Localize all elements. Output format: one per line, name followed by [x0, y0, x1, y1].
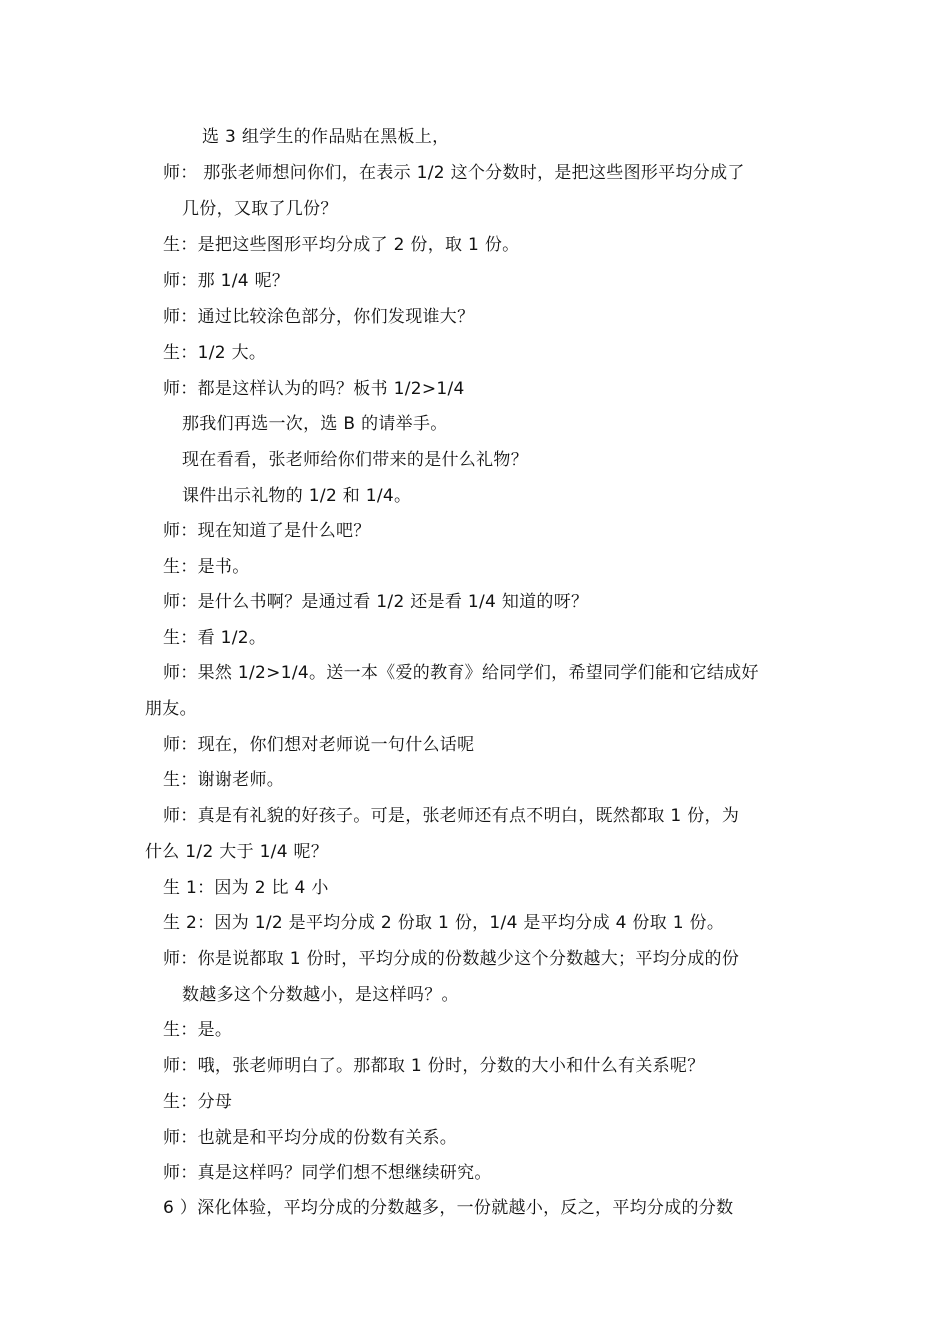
text-line: 师： 那张老师想问你们，在表示 1/2 这个分数时，是把这些图形平均分成了	[163, 163, 745, 183]
text-line: 生：看 1/2。	[163, 628, 267, 648]
text-line: 师：你是说都取 1 份时，平均分成的份数越少这个分数越大；平均分成的份	[163, 949, 740, 969]
text-line: 生：1/2 大。	[163, 343, 267, 363]
text-line: 师：真是这样吗？同学们想不想继续研究。	[163, 1163, 492, 1183]
text-line: 数越多这个分数越小，是这样吗？。	[182, 985, 459, 1005]
text-line: 师：哦，张老师明白了。那都取 1 份时，分数的大小和什么有关系呢？	[163, 1056, 705, 1076]
text-line: 生：是书。	[163, 557, 250, 577]
text-line: 生：谢谢老师。	[163, 770, 285, 790]
text-line: 师：果然 1/2>1/4。送一本《爱的教育》给同学们，希望同学们能和它结成好	[163, 663, 759, 683]
text-line: 什么 1/2 大于 1/4 呢？	[145, 842, 329, 862]
text-line: 生：是。	[163, 1020, 233, 1040]
text-line: 朋友。	[145, 699, 197, 719]
text-line: 师：都是这样认为的吗？板书 1/2>1/4	[163, 379, 465, 399]
text-line: 师：通过比较涂色部分，你们发现谁大？	[163, 307, 475, 327]
text-line: 生：是把这些图形平均分成了 2 份，取 1 份。	[163, 235, 520, 255]
text-line: 师：也就是和平均分成的份数有关系。	[163, 1128, 458, 1148]
text-line: 那我们再选一次，选 B 的请举手。	[182, 414, 448, 434]
text-line: 生 2：因为 1/2 是平均分成 2 份取 1 份，1/4 是平均分成 4 份取 1 份。	[163, 913, 725, 933]
text-line: 师：现在，你们想对老师说一句什么话呢	[163, 735, 475, 755]
text-line: 生：分母	[163, 1092, 233, 1112]
text-line: 课件出示礼物的 1/2 和 1/4。	[182, 486, 412, 506]
text-line: 师：真是有礼貌的好孩子。可是，张老师还有点不明白，既然都取 1 份，为	[163, 806, 740, 826]
text-line: 选 3 组学生的作品贴在黑板上，	[202, 127, 450, 147]
text-line: 师：那 1/4 呢？	[163, 271, 290, 291]
text-line: 师：现在知道了是什么吧？	[163, 521, 371, 541]
text-line: 生 1：因为 2 比 4 小	[163, 878, 329, 898]
text-line: 现在看看，张老师给你们带来的是什么礼物？	[182, 450, 528, 470]
text-line: 6 ）深化体验，平均分成的分数越多，一份就越小，反之，平均分成的分数	[163, 1198, 734, 1218]
text-line: 几份，又取了几份？	[182, 199, 338, 219]
text-line: 师：是什么书啊？是通过看 1/2 还是看 1/4 知道的呀？	[163, 592, 589, 612]
